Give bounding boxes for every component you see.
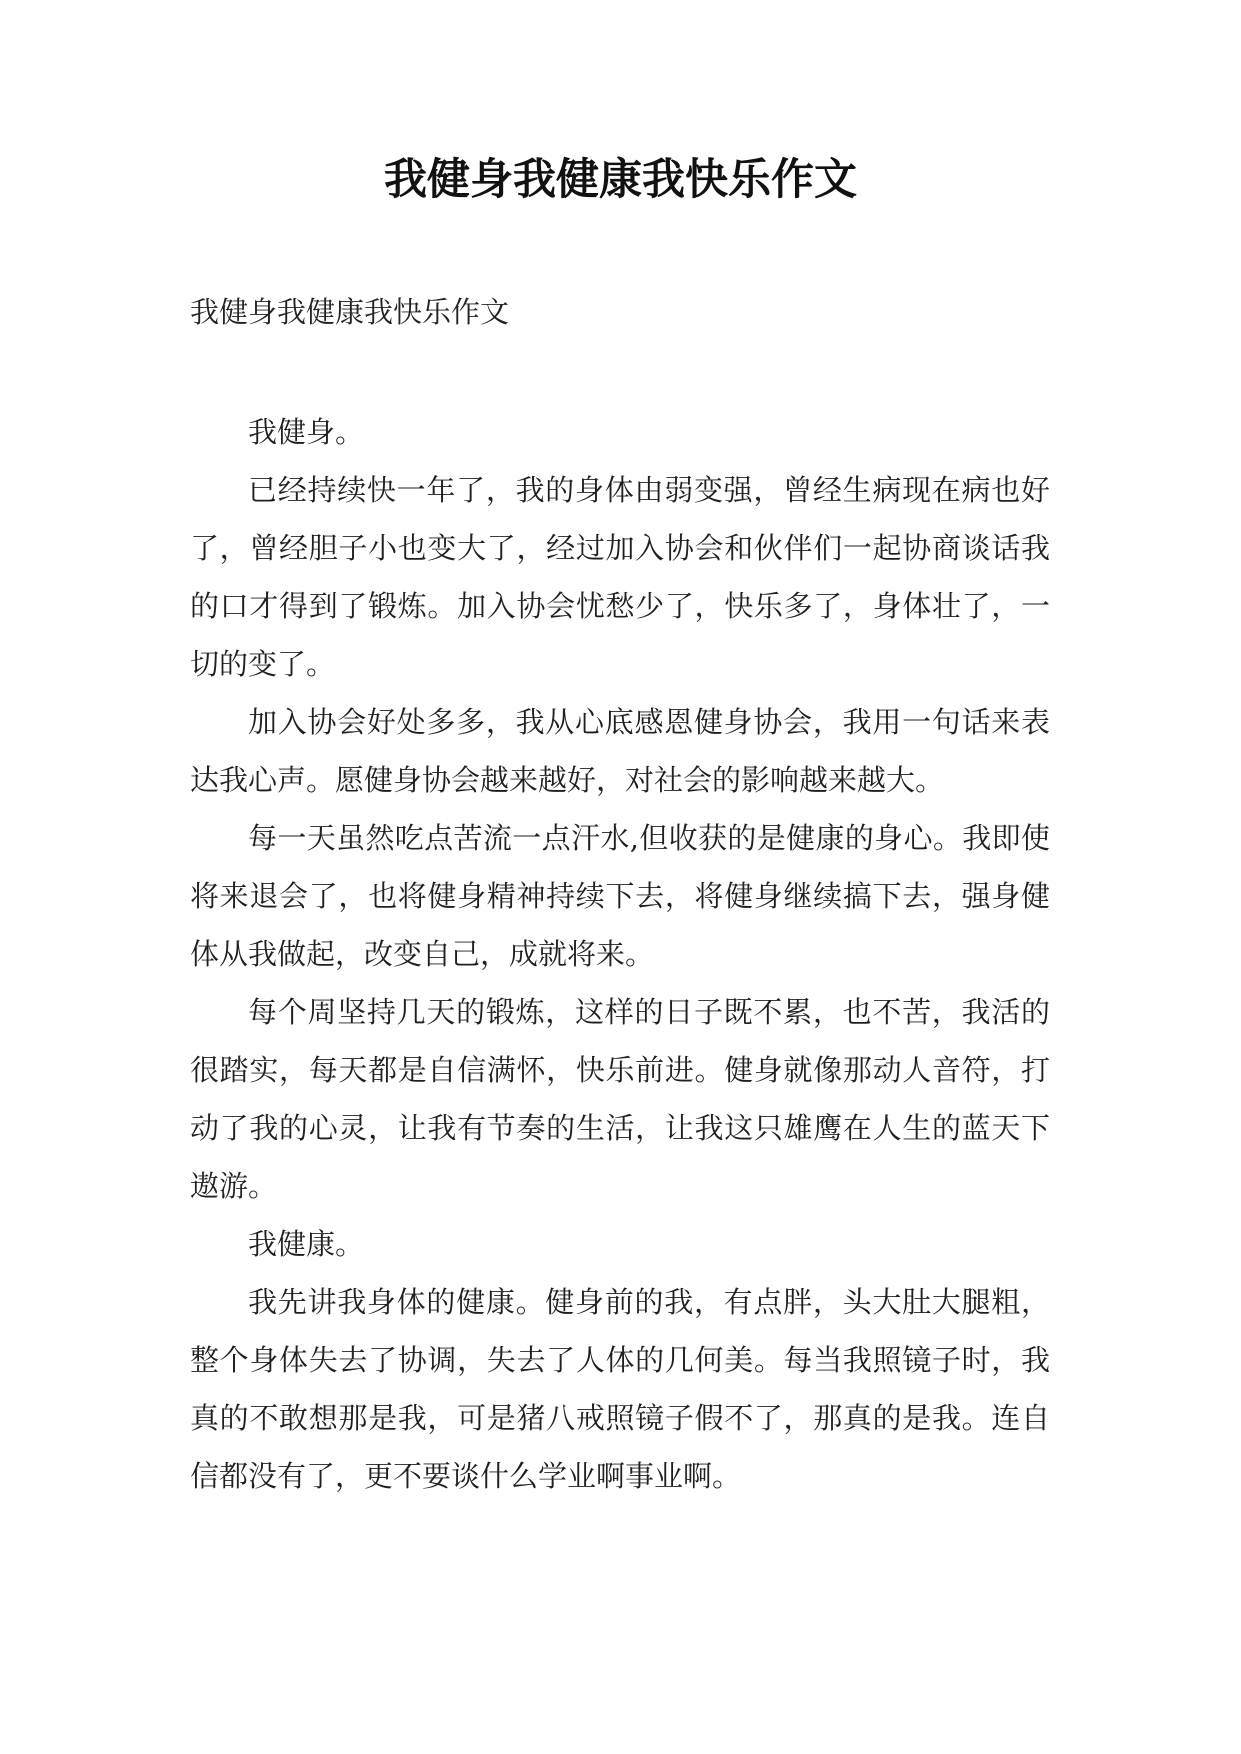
paragraph: 每一天虽然吃点苦流一点汗水,但收获的是健康的身心。我即使将来退会了，也将健身精神持续下去，将健身继续搞下去，强身健体从我做起，改变自己，成就将来。	[190, 821, 1050, 971]
document-body	[190, 403, 1050, 1505]
paragraph: 我健康。	[248, 1227, 365, 1261]
document-title: 我健身我健康我快乐作文	[384, 155, 857, 205]
paragraph: 每个周坚持几天的锻炼，这样的日子既不累，也不苦，我活的很踏实，每天都是自信满怀，快乐前进。健身就像那动人音符，打动了我的心灵，让我有节奏的生活，让我这只雄鹰在人生的蓝天下遨游。	[190, 995, 1050, 1203]
paragraph: 我先讲我身体的健康。健身前的我，有点胖，头大肚大腿粗，整个身体失去了协调，失去了人体的几何美。每当我照镜子时，我真的不敢想那是我，可是猪八戒照镜子假不了，那真的是我。连自信都没有了，更不要谈什么学业啊事业啊。	[190, 1285, 1050, 1493]
paragraph: 我健身。	[248, 415, 365, 449]
document-subtitle: 我健身我健康我快乐作文	[190, 295, 510, 329]
paragraph: 已经持续快一年了，我的身体由弱变强，曾经生病现在病也好了，曾经胆子小也变大了，经过加入协会和伙伴们一起协商谈话我的口才得到了锻炼。加入协会忧愁少了，快乐多了，身体壮了，一切的变了。	[190, 473, 1050, 681]
paragraph: 加入协会好处多多，我从心底感恩健身协会，我用一句话来表达我心声。愿健身协会越来越好，对社会的影响越来越大。	[190, 705, 1050, 797]
